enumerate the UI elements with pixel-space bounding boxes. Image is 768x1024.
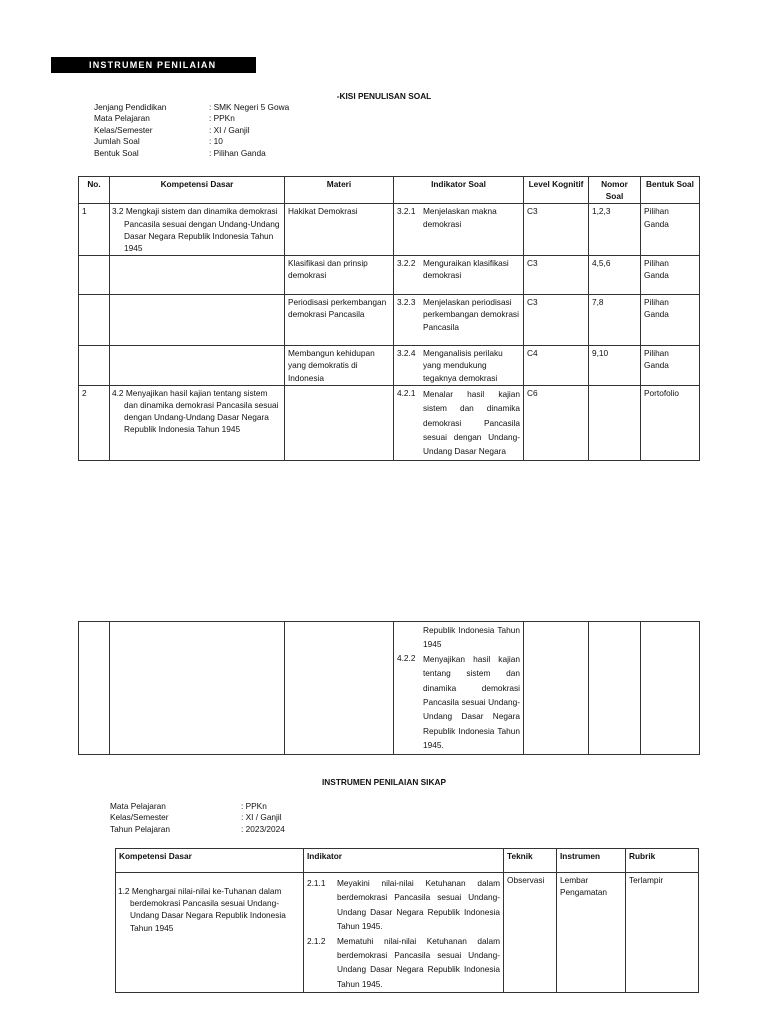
meta-value: : PPKn (241, 801, 267, 811)
meta-value: : Pilihan Ganda (209, 147, 266, 158)
kisi-table (78, 176, 700, 461)
section-banner: INSTRUMEN PENILAIAN (51, 57, 256, 73)
kisi-meta-row (94, 148, 289, 159)
cell-level (524, 622, 589, 755)
cell-kd (110, 295, 285, 346)
cell-level: C3 (524, 295, 589, 346)
indicator-number: 3.2.3 (397, 297, 416, 308)
kisi-meta-row (94, 136, 289, 147)
col-header-teknik: Teknik (504, 849, 557, 873)
cell-indikator (394, 295, 524, 346)
indicator-text: Mematuhi nilai-nilai Ketuhanan dalam berdemokrasi Pancasila sesuai Undang-Undang Dasar Negara Republik Indonesia Tahun 1945. (337, 935, 500, 989)
cell-bentuk: Pilihan Ganda (641, 256, 700, 295)
meta-value: : 2023/2024 (241, 823, 285, 834)
table-row (116, 873, 699, 993)
meta-label: Mata Pelajaran (94, 113, 150, 124)
cell-nomor: 9,10 (589, 346, 641, 386)
cell-level: C6 (524, 385, 589, 460)
cell-nomor: 4,5,6 (589, 256, 641, 295)
cell-no: 1 (79, 204, 110, 256)
meta-label: Jumlah Soal (94, 136, 140, 147)
indicator-number: 4.2.2 (397, 652, 416, 663)
col-header-kd: Kompetensi Dasar (110, 177, 285, 204)
sikap-meta-row (110, 812, 285, 823)
cell-materi: Membangun kehidupan yang demokratis di Indonesia (285, 346, 394, 386)
cell-kd: 3.2 Mengkaji sistem dan dinamika demokrasi Pancasila sesuai dengan Undang-Undang Dasar Negara Republik Indonesia Tahun 1945 (110, 204, 285, 256)
col-header-no: No. (79, 177, 110, 204)
cell-no (79, 256, 110, 295)
cell-nomor: 1,2,3 (589, 204, 641, 256)
cell-materi: Klasifikasi dan prinsip demokrasi (285, 256, 394, 295)
indicator-number: 3.2.2 (397, 258, 416, 269)
indicator-text: Menjelaskan makna demokrasi (423, 206, 497, 229)
table-row (79, 295, 700, 346)
col-header-indikator: Indikator (304, 849, 504, 873)
cell-indikator (394, 385, 524, 460)
cell-indikator (304, 873, 504, 993)
sikap-meta (110, 801, 285, 835)
cell-kd (110, 256, 285, 295)
cell-level: C3 (524, 256, 589, 295)
meta-value: : 10 (209, 136, 223, 147)
sikap-meta-row (110, 801, 285, 812)
meta-value: : SMK Negeri 5 Gowa (209, 102, 290, 112)
indicator-text: Menjelaskan periodisasi perkembangan demokrasi Pancasila (423, 297, 519, 332)
cell-materi (285, 385, 394, 460)
col-header-bentuk: Bentuk Soal (641, 177, 700, 204)
col-header-nomor: Nomor Soal (589, 177, 641, 204)
meta-label: Kelas/Semester (110, 812, 169, 823)
cell-kd: 4.2 Menyajikan hasil kajian tentang sistem dan dinamika demokrasi Pancasila sesuai dengan Undang-Undang Dasar Negara Republik Indonesia Tahun 1945 (110, 385, 285, 460)
indicator-number: 3.2.4 (397, 348, 416, 359)
indicator-number: 4.2.1 (397, 387, 416, 398)
kisi-meta-row (94, 102, 289, 113)
kisi-meta-row (94, 113, 289, 124)
table-row (79, 346, 700, 386)
kisi-meta (94, 102, 289, 159)
cell-materi: Periodisasi perkembangan demokrasi Pancasila (285, 295, 394, 346)
indicator-text: Meyakini nilai-nilai Ketuhanan dalam berdemokrasi Pancasila sesuai Undang-Undang Dasar Negara Republik Indonesia Tahun 1945. (337, 878, 500, 932)
sikap-title: INSTRUMEN PENILAIAN SIKAP (322, 777, 446, 787)
cell-nomor: 7,8 (589, 295, 641, 346)
meta-label: Mata Pelajaran (110, 801, 166, 811)
col-header-rubrik: Rubrik (626, 849, 699, 873)
cell-bentuk (641, 622, 700, 755)
table-row (79, 204, 700, 256)
sikap-meta-row (110, 824, 285, 835)
col-header-instrumen: Instrumen (557, 849, 626, 873)
indicator-number: 3.2.1 (397, 206, 416, 217)
cell-level: C4 (524, 346, 589, 386)
cell-level: C3 (524, 204, 589, 256)
table-row (79, 385, 700, 460)
meta-value: : XI / Ganjil (209, 124, 250, 135)
cell-kd (110, 346, 285, 386)
cell-bentuk: Portofolio (641, 385, 700, 460)
col-header-materi: Materi (285, 177, 394, 204)
col-header-kd: Kompetensi Dasar (116, 849, 304, 873)
cell-no (79, 622, 110, 755)
cell-indikator (394, 622, 524, 755)
indicator-text: Menalar hasil kajian sistem dan dinamika demokrasi Pancasila sesuai dengan Undang-Undang Dasar Negara (423, 388, 520, 457)
indicator-number: 2.1.1 (307, 878, 326, 888)
cell-no: 2 (79, 385, 110, 460)
sikap-header-row (116, 849, 699, 873)
cell-bentuk: Pilihan Ganda (641, 295, 700, 346)
meta-value: : XI / Ganjil (241, 812, 282, 823)
cell-nomor (589, 385, 641, 460)
cell-indikator (394, 204, 524, 256)
meta-label: Bentuk Soal (94, 147, 139, 158)
meta-label: Tahun Pelajaran (110, 823, 170, 834)
cell-indikator (394, 256, 524, 295)
cell-bentuk: Pilihan Ganda (641, 204, 700, 256)
cell-bentuk: Pilihan Ganda (641, 346, 700, 386)
kisi-header-row (79, 177, 700, 204)
cell-no (79, 346, 110, 386)
kisi-title: -KISI PENULISAN SOAL (336, 91, 432, 101)
cell-kd: 1.2 Menghargai nilai-nilai ke-Tuhanan dalam berdemokrasi Pancasila sesuai Undang-Undang Dasar Negara Republik Indonesia Tahun 1945 (116, 873, 304, 993)
indicator-text: Menguraikan klasifikasi demokrasi (423, 258, 509, 281)
indicator-number: 2.1.2 (307, 935, 326, 946)
table-row (79, 256, 700, 295)
cell-instrumen: Lembar Pengamatan (557, 873, 626, 993)
indicator-text: Menganalisis perilaku yang mendukung tegaknya demokrasi (423, 348, 503, 383)
cell-kd (110, 622, 285, 755)
sikap-table (115, 848, 699, 993)
meta-label: Kelas/Semester (94, 124, 153, 135)
cell-rubrik: Terlampir (626, 873, 699, 993)
kisi-table-continued (78, 621, 700, 755)
col-header-indikator: Indikator Soal (394, 177, 524, 204)
cell-materi (285, 622, 394, 755)
indicator-text: Menyajikan hasil kajian tentang sistem dan dinamika demokrasi Pancasila sesuai Undang-Undang Dasar Negara Republik Indonesia Tahun 1945. (423, 653, 520, 751)
cell-materi: Hakikat Demokrasi (285, 204, 394, 256)
cell-teknik: Observasi (504, 873, 557, 993)
col-header-level: Level Kognitif (524, 177, 589, 204)
cell-nomor (589, 622, 641, 755)
meta-label: Jenjang Pendidikan (94, 102, 167, 112)
cell-indikator (394, 346, 524, 386)
cell-no (79, 295, 110, 346)
kisi-meta-row (94, 125, 289, 136)
meta-value: : PPKn (209, 113, 235, 124)
indicator-text: Republik Indonesia Tahun 1945 (423, 625, 520, 650)
table-row (79, 622, 700, 755)
